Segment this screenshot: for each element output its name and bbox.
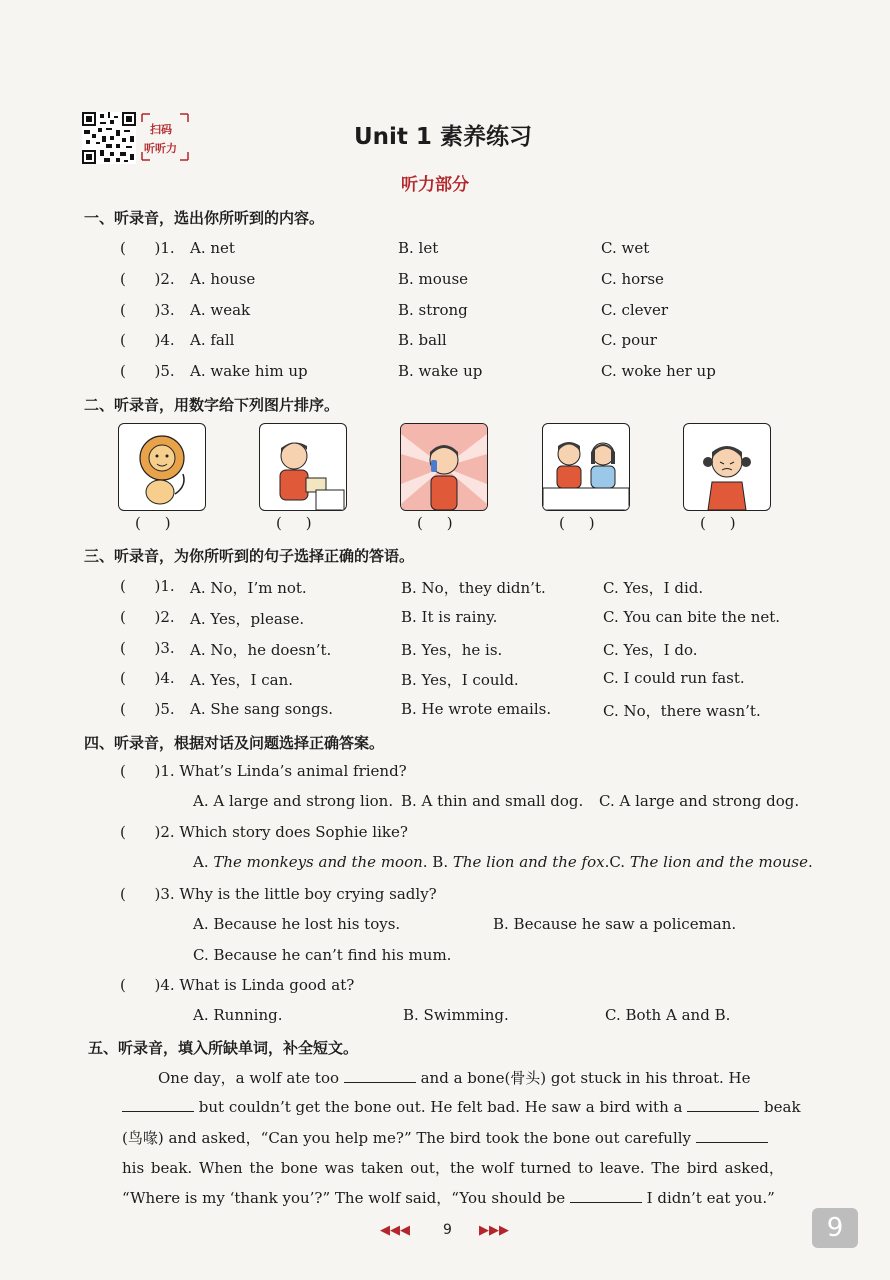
s3-q2-paren[interactable]: ( )2. <box>120 608 175 626</box>
s4-q4-b: B. Swimming. <box>403 1006 509 1024</box>
s4-q2-b: The lion and the fox <box>452 853 605 871</box>
s4-q2-a-prefix: A. <box>193 853 214 871</box>
picture-lion <box>118 423 206 511</box>
s3-q3-a: A. No，he doesn’t. <box>190 641 332 659</box>
s4-q4-paren[interactable]: ( )4. What is Linda good at? <box>120 976 355 994</box>
s1-q1-b: B. let <box>398 239 439 257</box>
s4-q2-text: Which story does Sophie like? <box>179 823 408 841</box>
s1-q2-num: 2 <box>160 270 170 288</box>
s3-q2-c: C. You can bite the net. <box>603 608 781 626</box>
footer-right-arrows: ▶▶▶ <box>479 1223 509 1238</box>
s1-q1-paren[interactable]: ( )1. <box>120 239 175 257</box>
s5-l2: but couldn’t get the bone out. He felt bad. He saw a bird with a <box>198 1098 683 1116</box>
s1-q4-c: C. pour <box>601 331 657 349</box>
s3-q5-b: B. He wrote emails. <box>401 700 552 718</box>
s3-q5-a: A. She sang songs. <box>190 700 334 718</box>
s4-q3-paren[interactable]: ( )3. Why is the little boy crying sadly? <box>120 885 437 903</box>
picture5-answer-paren[interactable]: ( ) <box>700 514 736 532</box>
s3-q3-num: 3 <box>160 639 170 657</box>
s3-q3-c: C. Yes，I do. <box>603 641 698 659</box>
s4-q2-a: The monkeys and the moon <box>213 853 423 871</box>
section2-heading: 二、听录音，用数字给下列图片排序。 <box>84 396 340 414</box>
s5-l3: (鸟喙) and asked，“Can you help me?” The bird took the bone out carefully <box>122 1129 692 1147</box>
s5-line1 <box>158 1067 751 1088</box>
s4-q3-text: Why is the little boy crying sadly? <box>179 885 437 903</box>
section5-heading: 五、听录音，填入所缺单词，补全短文。 <box>88 1039 359 1057</box>
section4-heading: 四、听录音，根据对话及问题选择正确答案。 <box>84 734 385 752</box>
qr-code <box>82 112 136 164</box>
s4-q3-a: A. Because he lost his toys. <box>193 915 401 933</box>
blank-5[interactable] <box>570 1188 642 1203</box>
s4-q4-c: C. Both A and B. <box>605 1006 731 1024</box>
s3-q5-c: C. No，there wasn’t. <box>603 702 761 720</box>
s1-q1-a: A. net <box>190 239 235 257</box>
s4-q2-paren[interactable]: ( )2. Which story does Sophie like? <box>120 823 408 841</box>
s3-q4-b: B. Yes，I could. <box>401 671 519 689</box>
blank-3[interactable] <box>687 1097 759 1112</box>
section1-heading: 一、听录音，选出你所听到的内容。 <box>84 209 325 227</box>
s5-line4: his beak. When the bone was taken out，the wolf turned to leave. The bird asked， <box>122 1159 784 1177</box>
s3-q2-num: 2 <box>160 608 170 626</box>
s3-q4-num: 4 <box>160 669 170 687</box>
picture2-answer-paren[interactable]: ( ) <box>276 514 312 532</box>
s4-q1-c: C. A large and strong dog. <box>599 792 800 810</box>
s3-q3-paren[interactable]: ( )3. <box>120 639 175 657</box>
s4-q2-options <box>193 853 813 871</box>
s3-q1-num: 1 <box>160 577 170 595</box>
s1-q5-paren[interactable]: ( )5. <box>120 362 175 380</box>
s1-q3-a: A. weak <box>190 301 251 319</box>
picture1-answer-paren[interactable]: ( ) <box>135 514 171 532</box>
s4-q1-num: 1 <box>160 762 170 780</box>
s5-l5a: “Where is my ‘thank you’?” The wolf said，“You should be <box>122 1189 566 1207</box>
s4-q1-a: A. A large and strong lion. <box>193 792 394 810</box>
s1-q2-paren[interactable]: ( )2. <box>120 270 175 288</box>
s3-q4-a: A. Yes，I can. <box>190 671 294 689</box>
s4-q3-c: C. Because he can’t find his mum. <box>193 946 452 964</box>
picture-girl-phone <box>400 423 488 511</box>
s4-q2-end: . <box>808 853 813 871</box>
s1-q2-a: A. house <box>190 270 256 288</box>
s4-q2-c: The lion and the mouse <box>629 853 809 871</box>
section3-heading: 三、听录音，为你所听到的句子选择正确的答语。 <box>84 547 415 565</box>
s5-l2b: beak <box>764 1098 801 1116</box>
stamp-line2: 听听力 <box>144 142 177 155</box>
blank-1[interactable] <box>344 1068 416 1083</box>
s4-q3-num: 3 <box>160 885 170 903</box>
s1-q5-num: 5 <box>160 362 170 380</box>
s1-q3-b: B. strong <box>398 301 468 319</box>
s1-q5-c: C. woke her up <box>601 362 716 380</box>
s5-line5 <box>122 1187 775 1208</box>
s4-q1-b: B. A thin and small dog. <box>401 792 584 810</box>
s3-q3-b: B. Yes，he is. <box>401 641 503 659</box>
s5-l1b: and a bone(骨头) got stuck in his throat. He <box>420 1069 751 1087</box>
page-title: Unit 1 素养练习 <box>354 124 532 150</box>
picture4-answer-paren[interactable]: ( ) <box>559 514 595 532</box>
s3-q2-a: A. Yes，please. <box>190 610 305 628</box>
footer-left-arrows: ◀◀◀ <box>380 1223 410 1238</box>
page-number-badge: 9 <box>812 1208 858 1248</box>
s1-q1-c: C. wet <box>601 239 650 257</box>
picture3-answer-paren[interactable]: ( ) <box>417 514 453 532</box>
s4-q2-num: 2 <box>160 823 170 841</box>
s3-q4-c: C. I could run fast. <box>603 669 745 687</box>
s1-q3-num: 3 <box>160 301 170 319</box>
s5-l5b: I didn’t eat you.” <box>646 1189 775 1207</box>
s1-q1-num: 1 <box>160 239 170 257</box>
s1-q2-b: B. mouse <box>398 270 469 288</box>
stamp-line1: 扫码 <box>150 123 172 136</box>
s3-q4-paren[interactable]: ( )4. <box>120 669 175 687</box>
s1-q4-paren[interactable]: ( )4. <box>120 331 175 349</box>
s1-q3-c: C. clever <box>601 301 669 319</box>
s4-q2-c-prefix: .C. <box>604 853 630 871</box>
s3-q1-b: B. No，they didn’t. <box>401 579 546 597</box>
s1-q3-paren[interactable]: ( )3. <box>120 301 175 319</box>
picture-boy-reading <box>259 423 347 511</box>
s1-q5-a: A. wake him up <box>190 362 308 380</box>
page-subtitle: 听力部分 <box>401 175 469 195</box>
s4-q4-a: A. Running. <box>193 1006 283 1024</box>
s4-q3-b: B. Because he saw a policeman. <box>493 915 737 933</box>
blank-2[interactable] <box>122 1097 194 1112</box>
s4-q1-paren[interactable]: ( )1. What’s Linda’s animal friend? <box>120 762 407 780</box>
s1-q4-num: 4 <box>160 331 170 349</box>
footer-page-number: 9 <box>443 1222 452 1238</box>
s3-q1-c: C. Yes，I did. <box>603 579 704 597</box>
s4-q4-text: What is Linda good at? <box>179 976 355 994</box>
s4-q1-text: What’s Linda’s animal friend? <box>179 762 407 780</box>
s1-q2-c: C. horse <box>601 270 664 288</box>
s5-line2 <box>122 1097 801 1116</box>
picture-crying-girl <box>683 423 771 511</box>
s5-line3 <box>122 1127 768 1148</box>
s3-q1-paren[interactable]: ( )1. <box>120 577 175 595</box>
blank-4[interactable] <box>696 1128 768 1143</box>
picture-boy-girl-talking <box>542 423 630 511</box>
s1-q4-a: A. fall <box>190 331 235 349</box>
s3-q5-paren[interactable]: ( )5. <box>120 700 175 718</box>
s4-q4-num: 4 <box>160 976 170 994</box>
s1-q5-b: B. wake up <box>398 362 483 380</box>
s3-q5-num: 5 <box>160 700 170 718</box>
s4-q2-b-prefix: . B. <box>422 853 453 871</box>
scan-listen-stamp <box>138 110 192 164</box>
s3-q2-b: B. It is rainy. <box>401 608 498 626</box>
s1-q4-b: B. ball <box>398 331 447 349</box>
s5-l1a: One day，a wolf ate too <box>158 1069 340 1087</box>
s3-q1-a: A. No，I’m not. <box>190 579 307 597</box>
